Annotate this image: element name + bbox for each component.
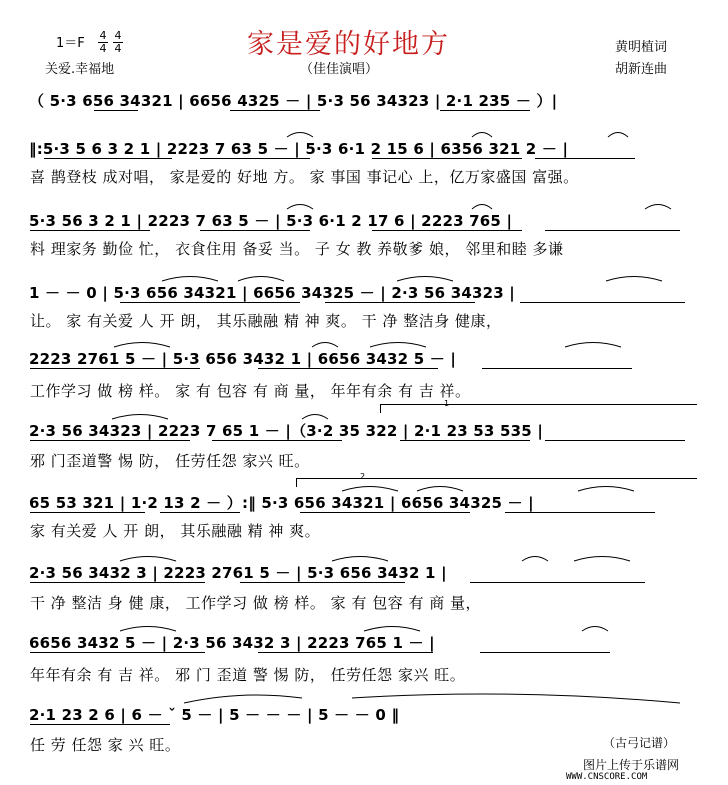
notation-line: 2·1 23 2 6 | 6 － ˇ 5 － | 5 － － － | 5 － － 0 ‖ [29,706,400,724]
lyric-line: 喜 鹊登枝 成对唱， 家是爱的 好地 方。 家 事国 事记心 上，亿万家盛国 富强。 [30,168,579,186]
slur-arc [285,200,315,210]
slur-arc [604,272,664,282]
lyric-line: 任 劳 任怨 家 兴 旺。 [30,736,181,754]
upload-source: 图片上传于乐谱网 [583,758,680,772]
lyricist-credit: 黄明植词 [615,40,668,55]
notation-line: 1 － － 0 | 5·3 656 34321 | 6656 34325 － | 2·3 56 34323 | [29,284,515,302]
slur-arc [285,128,315,138]
slur-arc [340,482,400,492]
notation-line: （ 5·3 656 34321 | 6656 4325 － | 5·3 56 34323 | 2·1 235 － ）| [29,92,558,110]
notation-line: ‖:5·3 5 6 3 2 1 | 2223 7 63 5 － | 5·3 6·1 2 15 6 | 6356 321 2 － | [29,140,569,158]
slur-arc [572,552,632,562]
notation-line: 2·3 56 34323 | 2223 7 65 1 － |（3·2 35 322 | 2·1 23 53 535 | [29,422,544,440]
lyric-line: 家 有关爱 人 开 朗， 其乐融融 精 神 爽。 [30,522,321,540]
slur-arc [415,482,465,492]
time-signature-2: $\frac{4}{4}$ [114,29,122,55]
lyric-line: 料 理家务 勤俭 忙， 衣食住用 备妥 当。 子 女 教 养敬爹 娘， 邻里和睦 多谦 [30,240,564,258]
slur-arc [643,200,673,210]
lyric-line: 年年有余 有 吉 祥。 邪 门 歪道 警 惕 防， 任劳任怨 家兴 旺。 [30,666,466,684]
slur-arc [520,552,550,562]
slur-arc [580,622,610,632]
notation-line: 2·3 56 3432 3 | 2223 2761 5 － | 5·3 656 3432 1 | [29,564,447,582]
first-ending-number: 1 [444,399,450,408]
slur-arc [236,272,286,282]
slur-arc [112,338,172,348]
site-url: WWW.CNSCORE.COM [566,772,648,782]
tie-arc [182,690,682,704]
slur-arc [160,272,220,282]
slur-arc [110,410,170,420]
notation-line: 65 53 321 | 1·2 13 2 － ）:‖ 5·3 656 34321 | 6656 34325 － | [29,494,534,512]
key-signature: 1＝F [56,36,85,51]
slur-arc [310,338,340,348]
time-signature-1: $\frac{4}{4}$ [99,29,107,55]
notation-line: 5·3 56 3 2 1 | 2223 7 63 5 － | 5·3 6·1 2 17 6 | 2223 765 | [29,212,513,230]
slur-arc [470,128,494,138]
slur-arc [362,622,422,632]
song-title: 家是爱的好地方 [247,29,450,60]
notation-line: 2223 2761 5 － | 5·3 656 3432 1 | 6656 3432 5 － | [29,350,457,368]
slur-arc [395,272,455,282]
slur-arc [330,552,390,562]
transcriber-credit: （古弓记谱） [603,736,676,750]
slur-arc [118,622,178,632]
slur-arc [300,410,330,420]
album-name: 关爱.幸福地 [45,62,115,77]
slur-arc [576,482,636,492]
slur-arc [606,128,630,138]
slur-arc [563,338,623,348]
lyric-line: 工作学习 做 榜 样。 家 有 包容 有 商 量， 年年有余 有 吉 祥。 [30,382,471,400]
slur-arc [118,552,178,562]
lyric-line: 邪 门歪道警 惕 防， 任劳任怨 家兴 旺。 [30,452,310,470]
notation-line: 6656 3432 5 － | 2·3 56 3432 3 | 2223 765 1 － | [29,634,435,652]
lyric-line: 干 净 整洁 身 健 康， 工作学习 做 榜 样。 家 有 包容 有 商 量， [30,594,482,612]
lyric-line: 让。 家 有关爱 人 开 朗， 其乐融融 精 神 爽。 干 净 整洁身 健康， [30,312,502,330]
slur-arc [470,200,494,210]
slur-arc [368,338,428,348]
composer-credit: 胡新连曲 [615,62,668,77]
second-ending-number: 2 [360,472,366,481]
first-ending-bracket [380,404,697,413]
singer-credit: （佳佳演唱） [300,62,379,77]
